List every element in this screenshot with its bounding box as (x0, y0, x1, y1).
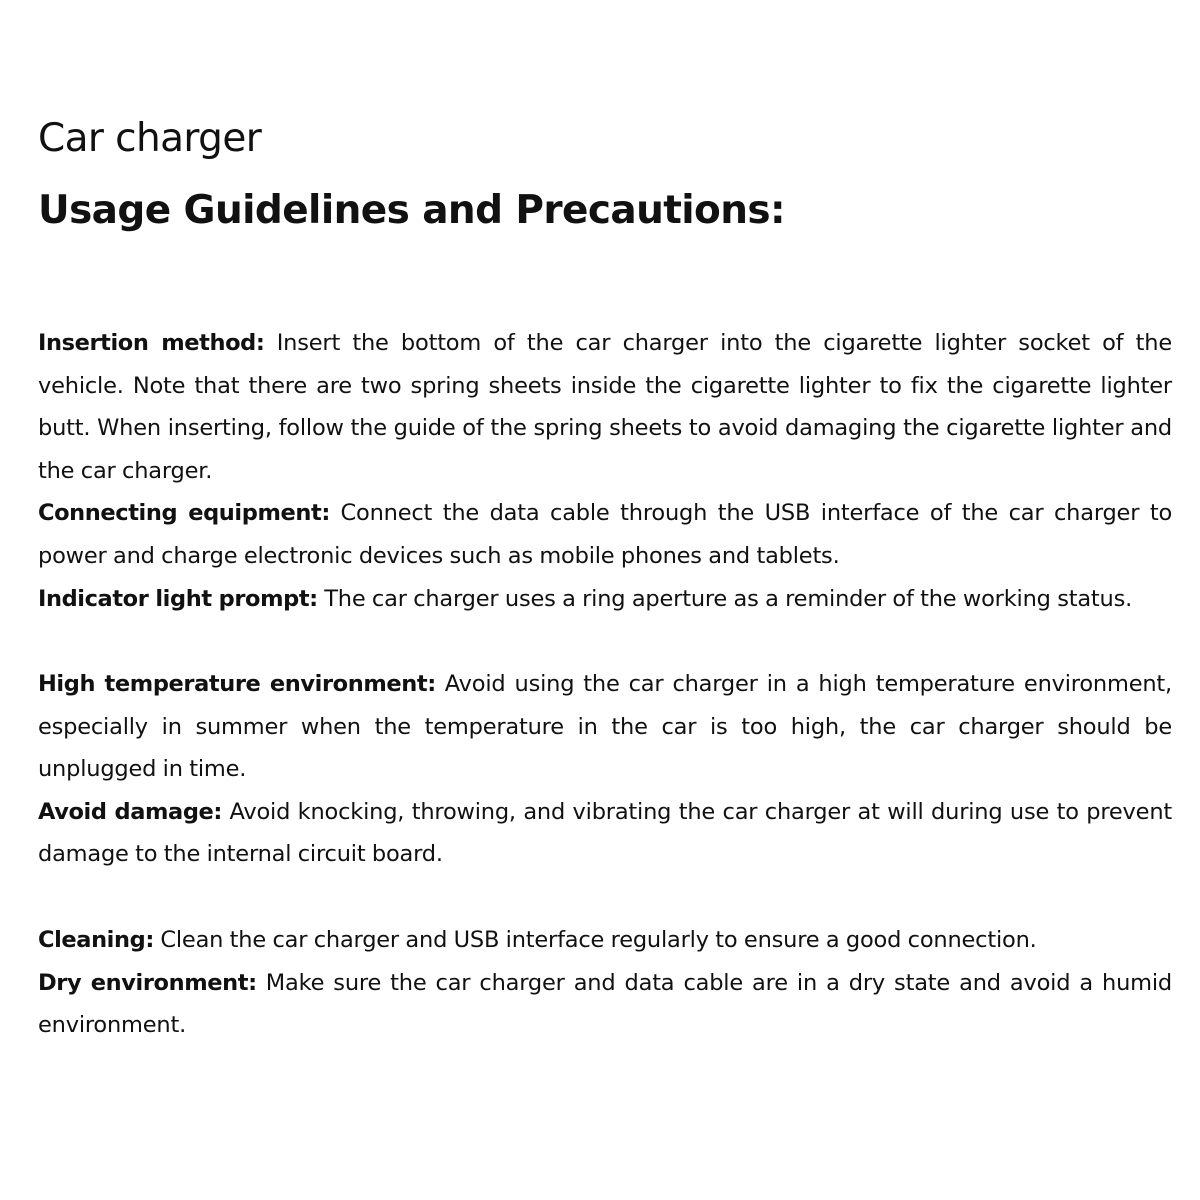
usage-section (38, 322, 1172, 620)
avoid-damage-paragraph (38, 791, 1172, 876)
dry-environment-label: Dry environment: (38, 969, 257, 996)
dry-environment-text: Make sure the car charger and data cable are in a dry state and avoid a humid environment. (38, 969, 1172, 1039)
indicator-light-text: The car charger uses a ring aperture as a reminder of the working status. (317, 585, 1133, 612)
connecting-equipment-label: Connecting equipment: (38, 500, 330, 527)
connecting-equipment-text: Connect the data cable through the USB interface of the car charger to power and charge electronic devices such as mobile phones and tablets. (38, 500, 1173, 569)
insertion-method-paragraph (38, 322, 1172, 492)
maintenance-section (38, 919, 1172, 1047)
connecting-equipment-paragraph (38, 492, 1172, 577)
document-page (38, 0, 1172, 1200)
avoid-damage-text: Avoid knocking, throwing, and vibrating the car charger at will during use to prevent damage to the internal circuit board. (38, 798, 1172, 868)
document-subtitle: Usage Guidelines and Precautions: (38, 188, 786, 233)
high-temperature-paragraph (38, 663, 1172, 791)
insertion-method-label: Insertion method: (38, 330, 265, 356)
dry-environment-paragraph (38, 962, 1172, 1047)
indicator-light-paragraph (38, 578, 1172, 621)
avoid-damage-label: Avoid damage: (38, 798, 222, 825)
document-title: Car charger (38, 116, 262, 161)
cleaning-text: Clean the car charger and USB interface regularly to ensure a good connection. (153, 927, 1037, 953)
precautions-section (38, 663, 1172, 876)
high-temperature-text: Avoid using the car charger in a high temperature environment, especially in summer when the temperature in the car is too high, the car charger should be unplugged in time. (38, 671, 1172, 783)
cleaning-label: Cleaning: (38, 927, 154, 953)
indicator-light-label: Indicator light prompt: (38, 585, 318, 612)
cleaning-paragraph (38, 919, 1172, 962)
insertion-method-text: Insert the bottom of the car charger into the cigarette lighter socket of the vehicle. Note that there are two spring sheets inside the cigarette lighter to fix the cigarette lighter butt. When inserting, follow the guide of the spring sheets to avoid damaging the cigarette lighter and the car charger. (38, 330, 1172, 484)
high-temperature-label: High temperature environment: (38, 671, 436, 697)
